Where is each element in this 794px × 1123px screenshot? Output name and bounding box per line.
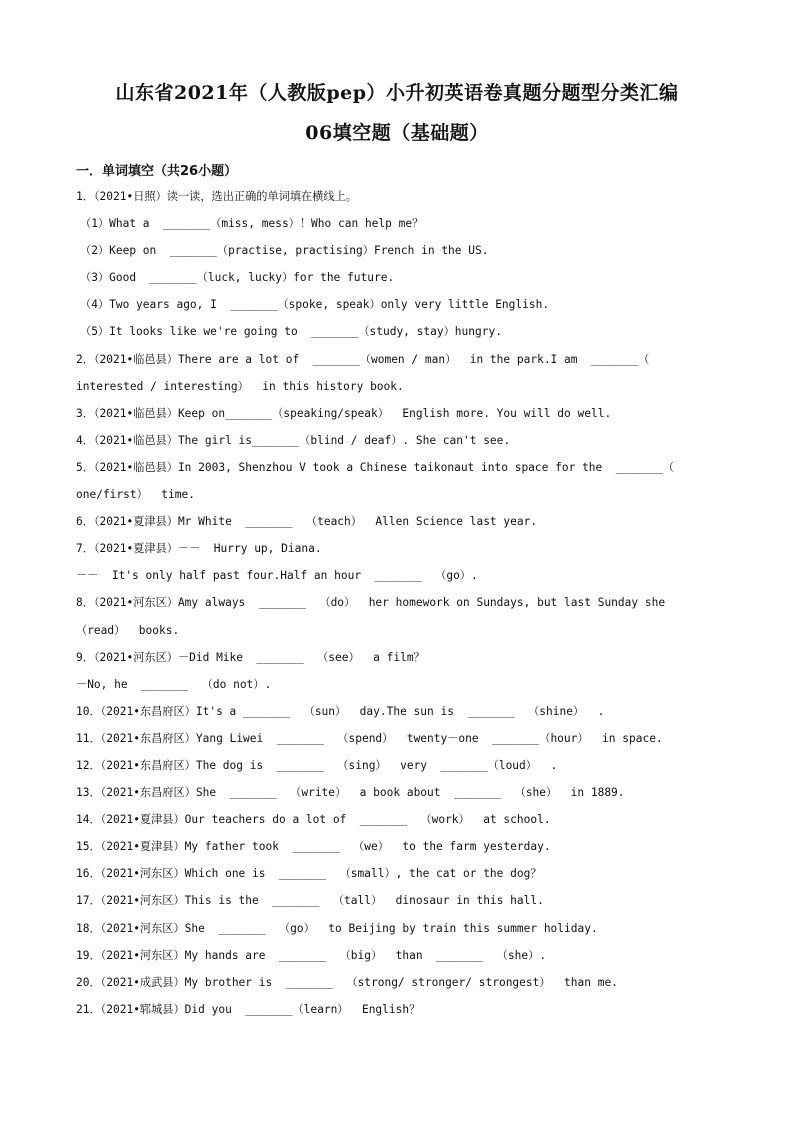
question-line: 10．（2021•东昌府区）It's a _______ （sun） day.The sun is _______ （shine） . — [76, 704, 605, 718]
section-heading: 一．单词填空（共26小题） — [76, 164, 238, 179]
question-line: －No, he _______ （do not）. — [76, 677, 272, 691]
question-line: （2）Keep on _______（practise, practising）French in the US. — [80, 244, 489, 258]
question-line: （5）It looks like we're going to _______（study, stay）hungry. — [80, 325, 502, 339]
question-line: 9．（2021•河东区）－Did Mike _______ （see） a film？ — [76, 650, 425, 664]
question-line: 5．（2021•临邑县）In 2003, Shenzhou V took a Chinese taikonaut into space for the _______（ — [76, 460, 675, 474]
question-line: （4）Two years ago, I _______（spoke, speak）only very little English. — [80, 298, 550, 312]
question-line: 8．（2021•河东区）Amy always _______ （do） her homework on Sundays, but last Sunday she — [76, 596, 666, 610]
question-line: 7．（2021•夏津县）－－ Hurry up, Diana. — [76, 542, 322, 556]
question-line: 21．（2021•郓城县）Did you _______（learn） English？ — [76, 1002, 421, 1016]
question-line: －－ It's only half past four.Half an hour _______ （go）. — [76, 569, 478, 583]
question-line: one/first） time. — [76, 488, 195, 502]
question-line: 15．（2021•夏津县）My father took _______ （we） to the farm yesterday. — [76, 840, 551, 854]
question-line: 12．（2021•东昌府区）The dog is _______ （sing） very _______（loud） . — [76, 758, 558, 772]
question-line: （1）What a _______（miss, mess）！Who can help me？ — [80, 217, 424, 231]
question-line: 17．（2021•河东区）This is the _______ （tall） dinosaur in this hall. — [76, 894, 544, 908]
question-line: 4．（2021•临邑县）The girl is_______（blind / deaf）. She can't see. — [76, 433, 511, 447]
question-line: interested / interesting） in this history book. — [76, 379, 404, 393]
question-line: 1．（2021•日照）读一读，选出正确的单词填在横线上。 — [76, 190, 357, 203]
question-line: （3）Good _______（luck, lucky）for the future. — [80, 271, 395, 285]
question-line: 20．（2021•成武县）My brother is _______ （strong/ stronger/ strongest） than me. — [76, 975, 618, 989]
question-line: 18．（2021•河东区）She _______ （go） to Beijing by train this summer holiday. — [76, 921, 598, 935]
question-line: 19．（2021•河东区）My hands are _______ （big） than _______ （she）. — [76, 948, 546, 962]
question-line: 11．（2021•东昌府区）Yang Liwei _______ （spend） twenty－one _______（hour） in space. — [76, 731, 663, 745]
question-line: 2．（2021•临邑县）There are a lot of _______（women / man） in the park.I am _______（ — [76, 352, 650, 366]
question-line: 3．（2021•临邑县）Keep on_______（speaking/speak） English more. You will do well. — [76, 406, 612, 420]
question-line: 13．（2021•东昌府区）She _______ （write） a book about _______ （she） in 1889. — [76, 786, 625, 800]
question-line: 14．（2021•夏津县）Our teachers do a lot of _______ （work） at school. — [76, 813, 551, 827]
document-title: 山东省2021年（人教版pep）小升初英语卷真题分题型分类汇编 — [115, 82, 679, 104]
document-subtitle: 06填空题（基础题） — [305, 122, 489, 144]
question-line: 16．（2021•河东区）Which one is _______ （small）, the cat or the dog？ — [76, 867, 542, 881]
question-line: 6．（2021•夏津县）Mr White _______ （teach） Allen Science last year. — [76, 515, 538, 529]
question-line: （read） books. — [76, 623, 180, 637]
question-list — [76, 183, 726, 1023]
